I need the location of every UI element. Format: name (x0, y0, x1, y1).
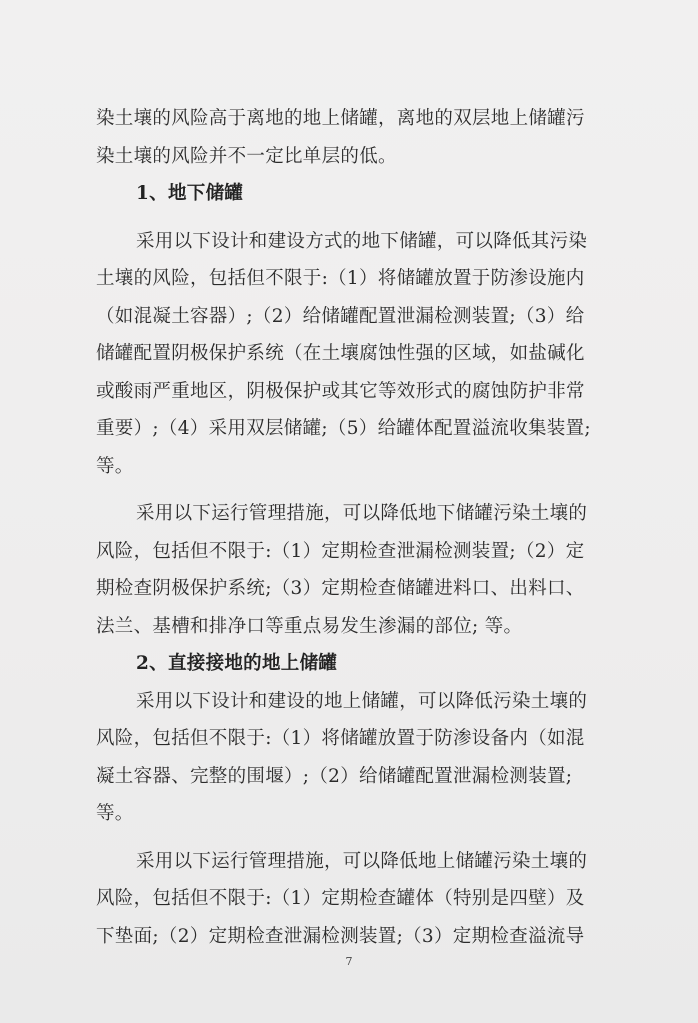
text-line: 采用以下运行管理措施，可以降低地上储罐污染土壤的 (136, 850, 588, 872)
text-line: 采用以下运行管理措施，可以降低地下储罐污染土壤的 (136, 503, 588, 524)
section-heading-ground-tanks: 2、直接接地的地上储罐 (136, 653, 338, 674)
text-line: 染土壤的风险并不一定比单层的低。 (96, 145, 397, 167)
text-line: 风险，包括但不限于:（1）定期检查罐体（特别是四壁）及 (96, 888, 585, 909)
text-line: 储罐配置阴极保护系统（在土壤腐蚀性强的区域，如盐碱化 (96, 343, 585, 364)
text-line: 下垫面;（2）定期检查泄漏检测装置;（3）定期检查溢流导 (96, 925, 585, 947)
text-line: 期检查阴极保护系统;（3）定期检查储罐进料口、出料口、 (96, 578, 585, 599)
text-line: 等。 (96, 455, 134, 477)
text-line: 土壤的风险，包括但不限于:（1）将储罐放置于防渗设施内 (96, 268, 585, 289)
text-line: 风险，包括但不限于:（1）定期检查泄漏检测装置;（2）定 (96, 540, 585, 562)
page-body (96, 100, 606, 955)
text-line: 或酸雨严重地区，阴极保护或其它等效形式的腐蚀防护非常 (96, 380, 585, 402)
text-line: 凝土容器、完整的围堰）;（2）给储罐配置泄漏检测装置; (96, 765, 573, 787)
text-line: 等。 (96, 803, 134, 824)
text-line: 风险，包括但不限于:（1）将储罐放置于防渗设备内（如混 (96, 728, 585, 749)
text-line: 染土壤的风险高于离地的地上储罐，离地的双层地上储罐污 (96, 108, 585, 129)
section-heading-underground-tanks: 1、地下储罐 (136, 183, 244, 204)
text-line: （如混凝土容器）;（2）给储罐配置泄漏检测装置;（3）给 (96, 305, 585, 327)
text-line: 重要）;（4）采用双层储罐;（5）给罐体配置溢流收集装置; (96, 418, 591, 439)
page-number: 7 (345, 955, 353, 968)
text-line: 法兰、基槽和排净口等重点易发生渗漏的部位; 等。 (96, 615, 523, 637)
text-line: 采用以下设计和建设的地上储罐，可以降低污染土壤的 (136, 690, 588, 712)
text-line: 采用以下设计和建设方式的地下储罐，可以降低其污染 (136, 230, 588, 252)
